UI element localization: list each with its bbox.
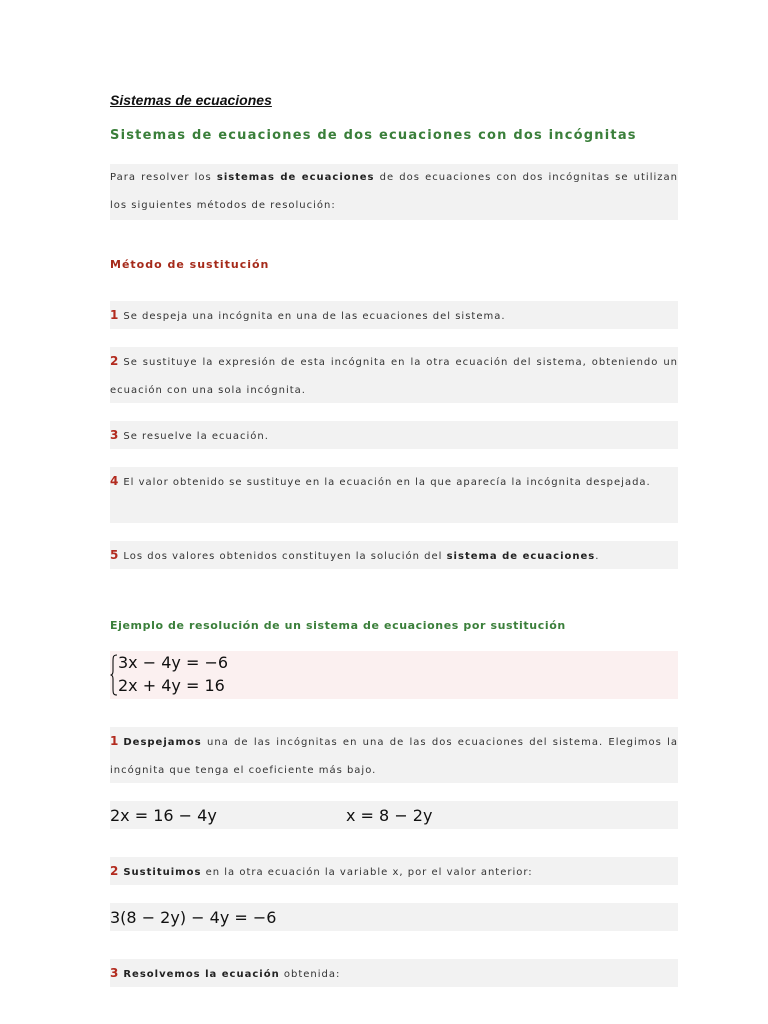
- equation-despeje-result: x = 8 − 2y: [346, 806, 433, 825]
- step-text-a: Los dos valores obtenidos constituyen la solución del: [123, 551, 447, 562]
- step-bold: Resolvemos la ecuación: [123, 969, 280, 980]
- example-step-2: [110, 857, 678, 885]
- example-step-1: [110, 727, 678, 783]
- equation-2: 2x + 4y = 16: [118, 676, 225, 695]
- step-bold: Despejamos: [123, 737, 202, 748]
- step-2: [110, 347, 678, 403]
- example-title: Ejemplo de resolución de un sistema de ecuaciones por sustitución: [110, 619, 566, 632]
- step-5: [110, 541, 678, 569]
- step-number: 3: [110, 966, 120, 980]
- step-text: una de las incógnitas en una de las dos ecuaciones del sistema. Elegimos la incógnita que tenga el coeficiente más bajo.: [110, 737, 678, 776]
- equation-1: 3x − 4y = −6: [118, 653, 229, 672]
- section-title: Sistemas de ecuaciones de dos ecuaciones con dos incógnitas: [110, 128, 637, 143]
- step-text: Se resuelve la ecuación.: [123, 431, 269, 442]
- step-number: 1: [110, 734, 120, 748]
- step-number: 1: [110, 308, 120, 322]
- equation-despeje: 2x = 16 − 4y: [110, 806, 217, 825]
- step-4: [110, 467, 678, 523]
- step-3: [110, 421, 678, 449]
- step-text: El valor obtenido se sustituye en la ecuación en la que aparecía la incógnita despejada.: [123, 477, 651, 488]
- intro-bold: sistemas de ecuaciones: [216, 172, 375, 183]
- intro-paragraph: [110, 164, 678, 220]
- step-text: obtenida:: [279, 969, 341, 980]
- step-text-b: .: [595, 551, 600, 562]
- document-title: Sistemas de ecuaciones: [110, 92, 272, 108]
- intro-text-b: de dos ecuaciones con dos incógnitas se utilizan los siguientes métodos de resolución:: [110, 172, 678, 211]
- step-number: 2: [110, 864, 120, 878]
- step-1: [110, 301, 678, 329]
- intro-text-a: Para resolver los: [110, 172, 217, 183]
- step-1-math: [110, 801, 678, 829]
- step-text: Se despeja una incógnita en una de las ecuaciones del sistema.: [123, 311, 506, 322]
- method-title: Método de sustitución: [110, 258, 270, 271]
- step-number: 2: [110, 354, 120, 368]
- step-text: Se sustituye la expresión de esta incógnita en la otra ecuación del sistema, obteniendo un ecuación con una sola incógnita.: [110, 357, 678, 396]
- step-number: 4: [110, 474, 120, 488]
- step-bold: sistema de ecuaciones: [446, 551, 596, 562]
- left-brace-icon: [110, 654, 118, 696]
- step-number: 3: [110, 428, 120, 442]
- example-step-3: [110, 959, 678, 987]
- step-2-math: [110, 903, 678, 931]
- step-text: en la otra ecuación la variable x, por el valor anterior:: [201, 867, 533, 878]
- equation-system: [110, 651, 678, 699]
- step-number: 5: [110, 548, 120, 562]
- step-bold: Sustituimos: [123, 867, 202, 878]
- equation-substitution: 3(8 − 2y) − 4y = −6: [110, 908, 277, 927]
